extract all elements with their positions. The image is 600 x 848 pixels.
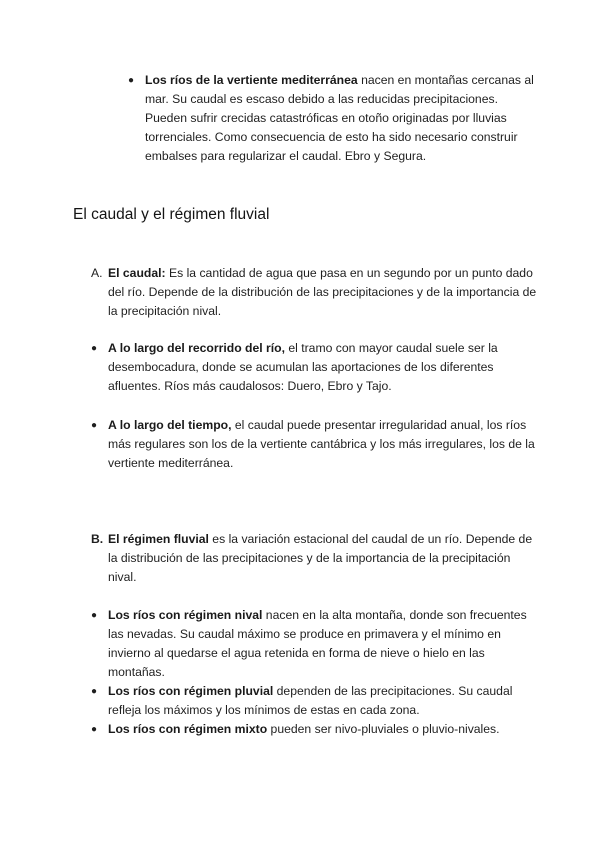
list-text-a	[108, 264, 539, 321]
bullet-item-pluvial	[91, 682, 539, 720]
bullet-body: nacen en montañas cercanas al mar. Su caudal es escaso debido a las reducidas precipitaciones. Pueden sufrir crecidas catastróficas en otoño originadas por lluvias torrenciales. Como consecuencia de esto ha sido necesario construir embalses para regularizar el caudal. Ebro y Segura.	[145, 73, 534, 163]
bullet-item-recorrido	[91, 339, 539, 396]
term-regimen-fluvial: El régimen fluvial	[108, 532, 209, 546]
bullet-text	[145, 71, 538, 166]
list-marker-b: B.	[91, 532, 104, 546]
bullet-body: el caudal puede presentar irregularidad anual, los ríos más regulares son los de la vertiente cantábrica y los más irregulares, los de la vertiente mediterránea.	[108, 418, 535, 470]
list-item-a-caudal	[91, 264, 539, 321]
bullet-bold-term: Los ríos con régimen pluvial	[108, 684, 274, 698]
bullet-bold-term: Los ríos con régimen mixto	[108, 722, 268, 736]
bullet-marker: ●	[128, 75, 135, 86]
bullet-text	[108, 720, 539, 739]
section-heading: El caudal y el régimen fluvial	[73, 206, 270, 223]
bullet-item-mixto	[91, 720, 539, 739]
bullet-marker: ●	[91, 686, 98, 697]
list-text-b	[108, 530, 539, 587]
bullet-bold-term: A lo largo del tiempo,	[108, 418, 232, 432]
bullet-body: dependen de las precipitaciones. Su caudal refleja los máximos y los mínimos de estas en cada zona.	[108, 684, 513, 717]
bullet-bold-term: Los ríos de la vertiente mediterránea	[145, 73, 358, 87]
bullet-marker: ●	[91, 610, 98, 621]
definition-caudal: Es la cantidad de agua que pasa en un segundo por un punto dado del río. Depende de la distribución de las precipitaciones y de la importancia de la precipitación nival.	[108, 266, 537, 318]
bullet-text	[108, 339, 539, 396]
bullet-text	[108, 416, 539, 473]
bullet-body: nacen en la alta montaña, donde son frecuentes las nevadas. Su caudal máximo se produce en primavera y el mínimo en invierno al quedarse el agua retenida en forma de nieve o hielo en las montañas.	[108, 608, 527, 679]
bullet-text	[108, 606, 539, 682]
bullet-text	[108, 682, 539, 720]
definition-regimen-fluvial: es la variación estacional del caudal de un río. Depende de la distribución de las precipitaciones y de la importancia de la precipitación nival.	[108, 532, 533, 584]
term-caudal: El caudal:	[108, 266, 166, 280]
bullet-item-nival	[91, 606, 539, 682]
list-marker-a: A.	[91, 266, 103, 280]
bullet-marker: ●	[91, 724, 98, 735]
list-item-b-regimen	[91, 530, 539, 587]
bullet-body: pueden ser nivo-pluviales o pluvio-nivales.	[267, 722, 500, 736]
bullet-body: el tramo con mayor caudal suele ser la desembocadura, donde se acumulan las aportaciones de los diferentes afluentes. Ríos más caudalosos: Duero, Ebro y Tajo.	[108, 341, 498, 393]
bullet-marker: ●	[91, 343, 98, 354]
bullet-bold-term: A lo largo del recorrido del río,	[108, 341, 285, 355]
bullet-marker: ●	[91, 420, 98, 431]
bullet-item-mediterranea	[128, 71, 538, 166]
bullet-item-tiempo	[91, 416, 539, 473]
bullet-bold-term: Los ríos con régimen nival	[108, 608, 263, 622]
